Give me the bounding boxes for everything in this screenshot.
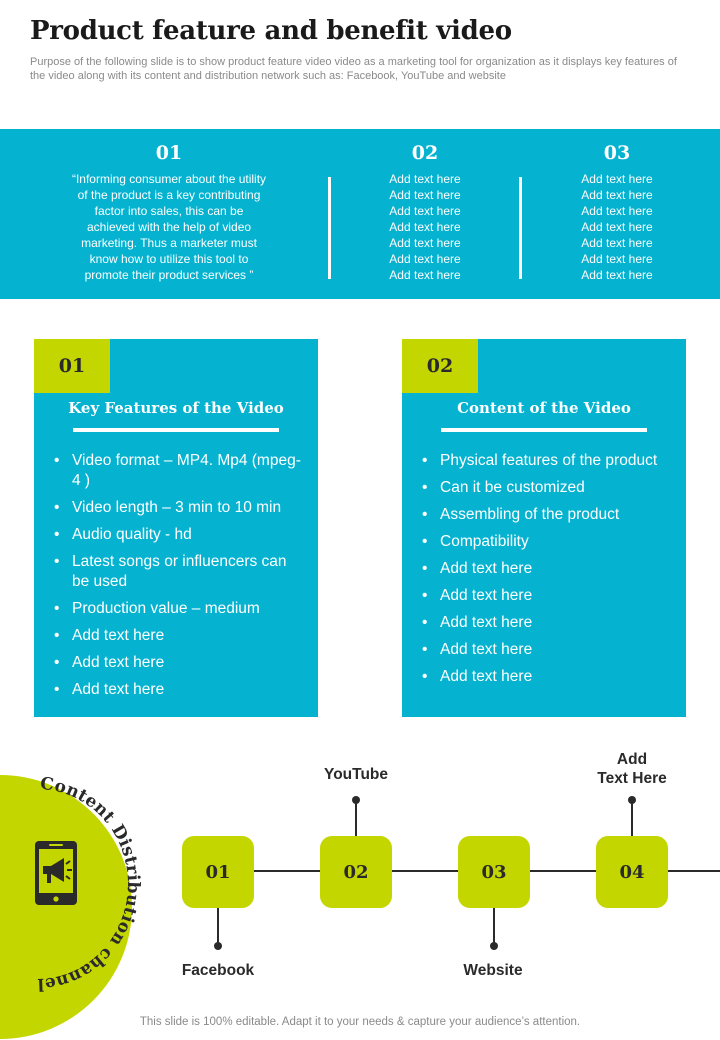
band-line: Add text here <box>389 188 461 202</box>
bullet-icon: • <box>54 499 60 516</box>
bullet-icon: • <box>54 452 60 469</box>
label-line: Text Here <box>597 770 667 787</box>
footer-note: This slide is 100% editable. Adapt it to your needs & capture your audience’s attention. <box>139 1016 581 1028</box>
band-line: Add text here <box>389 172 461 186</box>
list-item <box>54 653 308 673</box>
list-item-text: Physical features of the product <box>440 452 658 469</box>
list-item <box>54 498 308 518</box>
list-item-text: Add text here <box>440 668 533 685</box>
channel-node-03: 03 <box>458 836 530 908</box>
card-title: Key Features of the Video <box>68 399 284 417</box>
band-line: factor into sales, this can be <box>94 204 244 218</box>
list-item-text: Production value – medium <box>72 600 260 617</box>
bullet-icon: • <box>422 479 428 496</box>
band-line: of the product is a key contributing <box>77 188 261 202</box>
list-item-text: Assembling of the product <box>440 506 620 523</box>
list-item <box>422 505 676 525</box>
band-line: “Informing consumer about the utility <box>71 172 267 186</box>
list-item <box>422 667 676 687</box>
node-connector <box>355 800 357 836</box>
list-item <box>422 586 676 606</box>
bullet-icon: • <box>54 553 60 570</box>
card-title: Content of the Video <box>457 399 631 417</box>
card-badge: 01 <box>34 339 110 393</box>
node-connector <box>493 908 495 946</box>
channel-node-01: 01 <box>182 836 254 908</box>
list-item <box>54 525 308 545</box>
list-item <box>422 559 676 579</box>
bullet-icon: • <box>422 641 428 658</box>
band-divider <box>519 177 522 279</box>
mobile-megaphone-icon <box>34 840 78 906</box>
key-features-card <box>34 339 318 717</box>
list-item <box>54 599 308 619</box>
bullet-icon: • <box>422 614 428 631</box>
band-list <box>537 171 697 283</box>
node-pin <box>628 796 636 804</box>
list-item <box>54 626 308 646</box>
channel-label-placeholder <box>572 750 692 788</box>
list-item <box>422 640 676 660</box>
bullet-icon: • <box>54 526 60 543</box>
card-badge: 02 <box>402 339 478 393</box>
list-item-text: Audio quality - hd <box>72 526 192 543</box>
label-line: Add <box>616 751 648 768</box>
band-line: marketing. Thus a marketer must <box>81 236 257 250</box>
list-item-text: Add text here <box>440 614 533 631</box>
list-item-text: Can it be customized <box>440 479 585 496</box>
bullet-icon: • <box>422 587 428 604</box>
summary-band <box>0 129 720 299</box>
list-item-text: Video length – 3 min to 10 min <box>72 499 282 516</box>
band-line: Add text here <box>581 204 653 218</box>
node-pin <box>490 942 498 950</box>
band-quote <box>40 171 298 283</box>
list-item <box>54 451 308 491</box>
channel-label-youtube: YouTube <box>324 766 388 783</box>
band-line: Add text here <box>389 236 461 250</box>
bullet-icon: • <box>422 668 428 685</box>
band-line: Add text here <box>581 268 653 282</box>
page-subtitle: Purpose of the following slide is to show product feature video video as a marketing tool for organization as it displays key features of the video along with its content and distribution network such as: Facebook, YouTube and website <box>30 56 677 82</box>
band-line: Add text here <box>581 188 653 202</box>
band-line: achieved with the help of video <box>86 220 252 234</box>
bullet-icon: • <box>422 506 428 523</box>
band-line: promote their product services ” <box>84 268 254 282</box>
list-item-text: Add text here <box>440 560 533 577</box>
band-number: 01 <box>155 142 183 164</box>
channel-label-facebook: Facebook <box>181 962 255 979</box>
band-line: Add text here <box>581 220 653 234</box>
bullet-icon: • <box>54 600 60 617</box>
bullet-icon: • <box>422 560 428 577</box>
channel-node-02: 02 <box>320 836 392 908</box>
band-list <box>345 171 505 283</box>
list-item-text: Add text here <box>72 627 165 644</box>
channel-label-website: Website <box>463 962 523 979</box>
content-card <box>402 339 686 717</box>
node-connector <box>631 800 633 836</box>
band-column-01 <box>40 129 298 283</box>
distribution-label: Content Distribution channel <box>36 773 144 995</box>
node-pin <box>214 942 222 950</box>
list-item-text: Add text here <box>72 654 165 671</box>
band-number: 02 <box>411 142 439 164</box>
band-line: Add text here <box>581 252 653 266</box>
band-line: Add text here <box>389 252 461 266</box>
band-line: Add text here <box>389 204 461 218</box>
band-number: 03 <box>603 142 631 164</box>
band-column-02 <box>345 129 505 283</box>
list-item-text: Video format – MP4. Mp4 (mpeg-4 ) <box>72 452 301 489</box>
page-title: Product feature and benefit video <box>30 16 512 46</box>
list-item <box>422 532 676 552</box>
bullet-icon: • <box>422 533 428 550</box>
bullet-icon: • <box>54 627 60 644</box>
band-line: Add text here <box>389 220 461 234</box>
bullet-icon: • <box>54 681 60 698</box>
card-list <box>54 451 308 707</box>
band-divider <box>328 177 331 279</box>
list-item <box>422 451 676 471</box>
card-list <box>422 451 676 694</box>
list-item <box>54 552 308 592</box>
card-divider <box>441 428 647 432</box>
list-item <box>54 680 308 700</box>
node-pin <box>352 796 360 804</box>
list-item-text: Add text here <box>72 681 165 698</box>
bullet-icon: • <box>422 452 428 469</box>
list-item <box>422 478 676 498</box>
list-item-text: Latest songs or influencers can be used <box>72 553 287 590</box>
list-item-text: Add text here <box>440 587 533 604</box>
list-item <box>422 613 676 633</box>
card-divider <box>73 428 279 432</box>
band-line: know how to utilize this tool to <box>89 252 249 266</box>
node-connector <box>217 908 219 946</box>
band-line: Add text here <box>581 236 653 250</box>
band-line: Add text here <box>389 268 461 282</box>
channel-node-04: 04 <box>596 836 668 908</box>
band-column-03 <box>537 129 697 283</box>
list-item-text: Compatibility <box>440 533 529 550</box>
list-item-text: Add text here <box>440 641 533 658</box>
bullet-icon: • <box>54 654 60 671</box>
band-line: Add text here <box>581 172 653 186</box>
